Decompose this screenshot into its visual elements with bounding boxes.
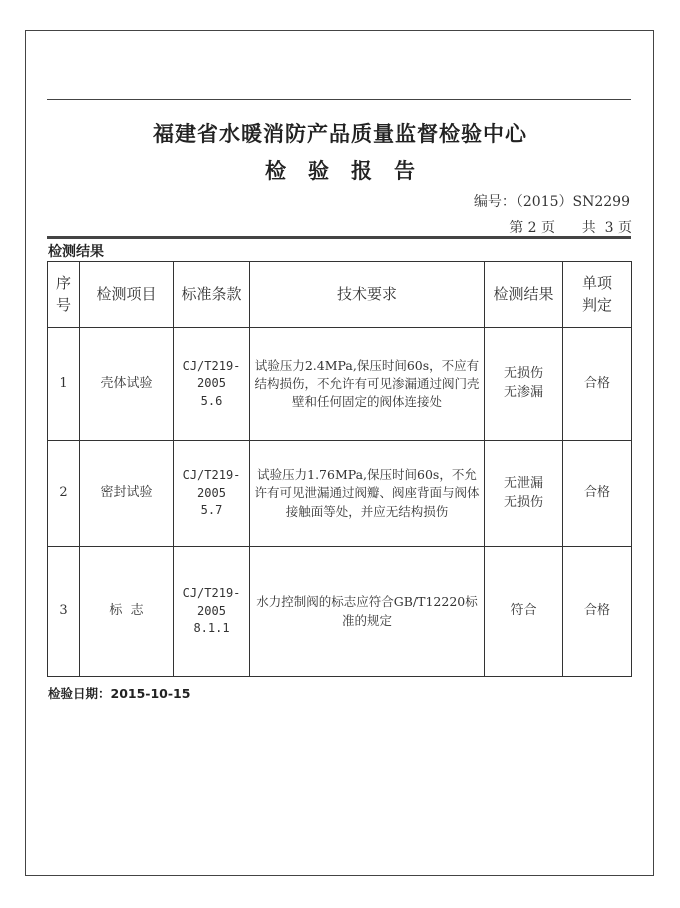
row-clause [174, 328, 250, 441]
row-result [485, 547, 563, 677]
row-requirement: 水力控制阀的标志应符合GB/T12220标准的规定 [250, 547, 485, 677]
clause-line: CJ/T219- [182, 586, 241, 601]
clause-line: 2005 [197, 603, 226, 618]
header-result: 检测结果 [485, 262, 563, 328]
row-no: 2 [48, 441, 80, 547]
row-item: 壳体试验 [80, 328, 174, 441]
header-verdict [563, 262, 632, 328]
top-rule [47, 99, 631, 100]
header-verdict-line2: 判定 [581, 295, 612, 314]
row-item: 标 志 [80, 547, 174, 677]
row-clause [174, 441, 250, 547]
inspection-date: 检验日期：2015-10-15 [48, 686, 191, 701]
report-serial-number: 编号：（2015）SN2299 [473, 194, 630, 210]
table-header-row [48, 262, 632, 328]
document-title: 检验报告 [265, 159, 437, 183]
result-line: 无损伤 [503, 366, 543, 382]
result-line: 无损伤 [503, 494, 543, 510]
clause-line: 8.1.1 [193, 621, 230, 636]
row-requirement: 试验压力2.4MPa,保压时间60s，不应有结构损伤，不允许有可见渗漏通过阀门壳壁和任何固定的阀体连接处 [250, 328, 485, 441]
clause-line: 5.7 [200, 503, 223, 518]
row-verdict: 合格 [563, 441, 632, 547]
row-result [485, 441, 563, 547]
table-row [48, 328, 632, 441]
clause-line: CJ/T219- [182, 358, 241, 373]
row-verdict: 合格 [563, 328, 632, 441]
clause-line: 2005 [197, 485, 226, 500]
row-result [485, 328, 563, 441]
row-no: 3 [48, 547, 80, 677]
header-no: 序号 [48, 262, 80, 328]
results-table [47, 261, 632, 677]
page-indicator: 第 2 页 共 3 页 [509, 220, 632, 236]
result-line: 符合 [510, 603, 537, 619]
header-requirement: 技术要求 [250, 262, 485, 328]
row-item: 密封试验 [80, 441, 174, 547]
header-divider [47, 236, 631, 239]
row-no: 1 [48, 328, 80, 441]
clause-line: 2005 [197, 376, 226, 391]
header-clause: 标准条款 [174, 262, 250, 328]
row-clause [174, 547, 250, 677]
section-label: 检测结果 [48, 244, 104, 260]
header-verdict-line1: 单项 [581, 273, 612, 292]
row-verdict: 合格 [563, 547, 632, 677]
table-row [48, 441, 632, 547]
table-row [48, 547, 632, 677]
header-item: 检测项目 [80, 262, 174, 328]
result-line: 无渗漏 [503, 385, 543, 400]
result-line: 无泄漏 [503, 475, 543, 491]
organization-title: 福建省水暖消防产品质量监督检验中心 [153, 122, 527, 146]
row-requirement: 试验压力1.76MPa,保压时间60s，不允许有可见泄漏通过阀瓣、阀座背面与阀体接触面等处，并应无结构损伤 [250, 441, 485, 547]
clause-line: CJ/T219- [182, 468, 241, 483]
clause-line: 5.6 [200, 393, 223, 408]
